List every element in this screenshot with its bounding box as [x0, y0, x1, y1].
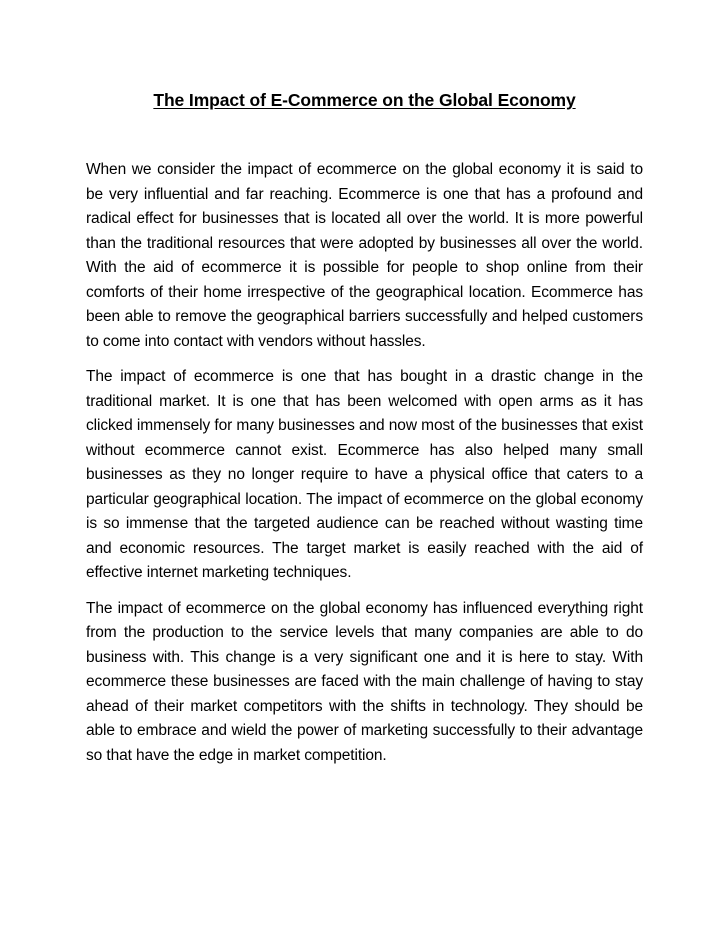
- paragraph-2: The impact of ecommerce is one that has bought in a drastic change in the traditional market. It is one that has been welcomed with open arms as it has clicked immensely for many businesses and now most of the businesses that exist without ecommerce cannot exist. Ecommerce has also helped many small businesses as they no longer require to have a physical office that caters to a particular geographical location. The impact of ecommerce on the global economy is so immense that the targeted audience can be reached without wasting time and economic resources. The target market is easily reached with the aid of effective internet marketing techniques.: [86, 368, 643, 581]
- document-title: The Impact of E-Commerce on the Global Economy: [153, 90, 576, 110]
- document-body: [86, 158, 643, 779]
- paragraph-3: The impact of ecommerce on the global economy has influenced everything right from the production to the service levels that many companies are able to do business with. This change is a very significant one and it is here to stay. With ecommerce these businesses are faced with the main challenge of having to stay ahead of their market competitors with the shifts in technology. They should be able to embrace and wield the power of marketing successfully to their advantage so that have the edge in market competition.: [86, 599, 643, 764]
- paragraph-1: When we consider the impact of ecommerce on the global economy it is said to be very influential and far reaching. Ecommerce is one that has a profound and radical effect for businesses that is located all over the world. It is more powerful than the traditional resources that were adopted by businesses all over the world. With the aid of ecommerce it is possible for people to shop online from their comforts of their home irrespective of the geographical location. Ecommerce has been able to remove the geographical barriers successfully and helped customers to come into contact with vendors without hassles.: [86, 161, 643, 350]
